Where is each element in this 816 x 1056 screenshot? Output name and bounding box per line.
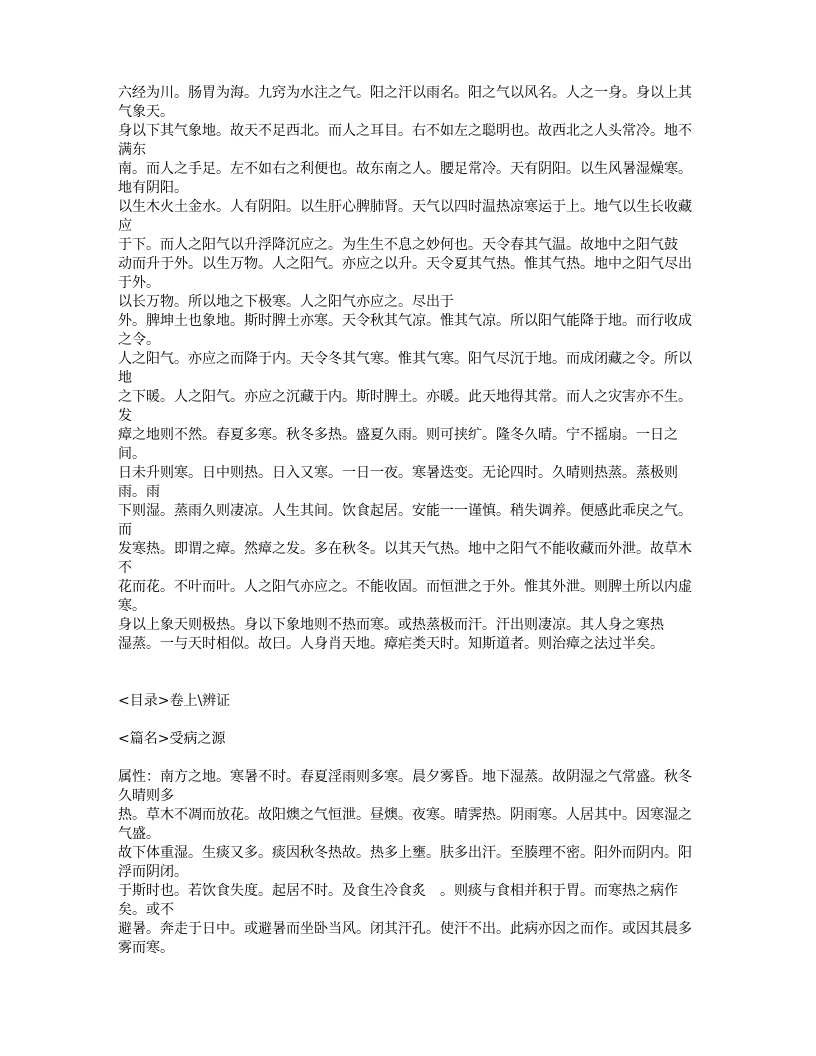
text-line: 身以上象天则极热。身以下象地则不热而寒。或热蒸极而汗。汗出则凄凉。其人身之寒热 [118,617,664,633]
text-line: 发 [118,408,132,424]
text-line: 地 [118,370,132,386]
text-line: 间。 [118,446,146,462]
text-line: 外。脾坤土也象地。斯时脾土亦寒。天令秋其气凉。惟其气凉。所以阳气能降于地。而行收成 [118,313,692,329]
text-line: 浮而阴闭。 [118,864,188,880]
text-line: 雨。雨 [118,484,160,500]
blank-line [118,654,692,673]
text-line: 而 [118,522,132,538]
text-line: 之下暖。人之阳气。亦应之沉藏于内。斯时脾土。亦暖。此天地得其常。而人之灾害亦不生。 [118,389,692,405]
text-line: 以生木火土金水。人有阴阳。以生肝心脾肺肾。天气以四时温热凉寒运于上。地气以生长收藏 [118,199,692,215]
text-line: 矣。或不 [118,902,174,918]
text-line: <目录>卷上\辨证 [118,693,231,709]
blank-line [118,711,692,730]
text-line: 久晴则多 [118,788,174,804]
text-line: 南。而人之手足。左不如右之利便也。故东南之人。腰足常冷。天有阴阳。以生风暑湿燥寒。 [118,161,692,177]
text-line: 雾而寒。 [118,940,174,956]
text-line: 下则湿。蒸雨久则凄凉。人生其间。饮食起居。安能一一谨慎。稍失调养。便感此乖戾之气。 [118,503,692,519]
text-line: 于斯时也。若饮食失度。起居不时。及食生冷食炙 。则痰与食相并积于胃。而寒热之病作 [118,883,678,899]
text-line: 不 [118,560,132,576]
text-line: 满东 [118,142,146,158]
text-line: 气象天。 [118,104,174,120]
text-line: 动而升于外。以生万物。人之阳气。亦应之以升。天令夏其气热。惟其气热。地中之阳气尽出 [118,256,692,272]
text-line: 身以下其气象地。故天不足西北。而人之耳目。右不如左之聪明也。故西北之人头常冷。地不 [118,123,692,139]
text-line: 气盛。 [118,826,160,842]
text-line: 以长万物。所以地之下极寒。人之阳气亦应之。尽出于 [118,294,454,310]
text-line: 瘴之地则不然。春夏多寒。秋冬多热。盛夏久雨。则可挟纩。隆冬久晴。宁不摇扇。一日之 [118,427,678,443]
text-line: 于下。而人之阳气以升浮降沉应之。为生生不息之妙何也。天令春其气温。故地中之阳气鼓 [118,237,678,253]
text-line: 属性：南方之地。寒暑不时。春夏淫雨则多寒。晨夕雾昏。地下湿蒸。故阴湿之气常盛。秋冬 [118,769,692,785]
text-line: 发寒热。即谓之瘴。然瘴之发。多在秋冬。以其天气热。地中之阳气不能收藏而外泄。故草木 [118,541,692,557]
text-line: 寒。 [118,598,146,614]
text-line: 故下体重湿。生痰又多。痰因秋冬热故。热多上壅。肤多出汗。至腠理不密。阳外而阴内。阳 [118,845,692,861]
text-line: 日未升则寒。日中则热。日入又寒。一日一夜。寒暑迭变。无论四时。久晴则热蒸。蒸极则 [118,465,678,481]
text-line: 应 [118,218,132,234]
text-line: 地有阴阳。 [118,180,188,196]
text-line: 热。草木不凋而放花。故阳燠之气恒泄。昼燠。夜寒。晴霁热。阴雨寒。人居其中。因寒湿之 [118,807,692,823]
text-line: 之令。 [118,332,160,348]
text-line: 人之阳气。亦应之而降于内。天令冬其气寒。惟其气寒。阳气尽沉于地。而成闭藏之令。所以 [118,351,692,367]
text-line: 湿蒸。一与天时相似。故曰。人身肖天地。瘴疟类天时。知斯道者。则治瘴之法过半矣。 [118,636,664,652]
text-line: 避暑。奔走于日中。或避暑而坐卧当风。闭其汗孔。使汗不出。此病亦因之而作。或因其晨多 [118,921,692,937]
text-line: <篇名>受病之源 [118,731,226,747]
blank-line [118,749,692,768]
text-content [118,84,692,958]
blank-line [118,673,692,692]
text-line: 花而花。不叶而叶。人之阳气亦应之。不能收固。而恒泄之于外。惟其外泄。则脾土所以内虚 [118,579,692,595]
text-line: 六经为川。肠胃为海。九窍为水注之气。阳之汗以雨名。阳之气以风名。人之一身。身以上其 [118,85,692,101]
text-line: 于外。 [118,275,160,291]
